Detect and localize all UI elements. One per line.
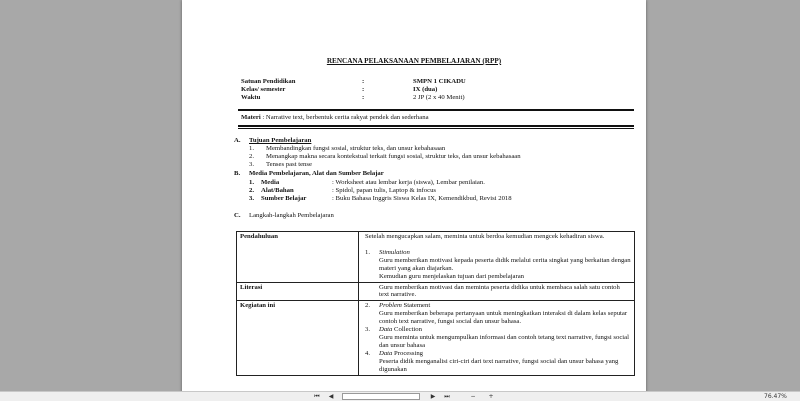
table-row <box>237 301 635 375</box>
table-cell-label: Pendahuluan <box>237 232 359 283</box>
table-cell-label: Kegiatan ini <box>237 301 359 375</box>
step-item: 4. Data Processing Peserta didik menganalisi ciri-ciri dari text narrative, fungsi social dan unsur bahasa yang digunakan <box>365 349 619 373</box>
steps-table <box>236 231 635 376</box>
divider <box>238 125 634 127</box>
last-page-icon[interactable]: ⏭ <box>444 393 450 400</box>
prev-page-icon[interactable]: ◀ <box>328 393 334 400</box>
divider <box>238 128 634 129</box>
materi-label: Materi <box>241 114 261 121</box>
table-cell-content <box>359 301 635 375</box>
info-label: Satuan Pendidikan <box>241 78 296 85</box>
page-number-input[interactable] <box>342 393 420 400</box>
cell-text: Setelah mengucapkan salam, meminta untuk berdoa kemudian mengcek kehadiran siswa. <box>365 233 605 240</box>
table-cell-content <box>359 282 635 301</box>
section-title: Tujuan Pembelajaran <box>249 137 312 144</box>
table-row <box>237 232 635 283</box>
identity-block <box>241 78 621 102</box>
info-separator: : <box>362 94 365 101</box>
divider <box>238 109 634 111</box>
materi-line <box>241 114 429 122</box>
info-value: IX (dua) <box>413 86 438 93</box>
info-label: Waktu <box>241 94 261 101</box>
info-separator: : <box>362 78 365 85</box>
step-item: 1. Stimulation Guru memberikan motivasi kepada peserta didik melalui cerita singkat yang berkaitan dengan materi yang akan diajarkan. Kemudian guru menjelaskan tujuan dari pembelajaran <box>365 248 631 280</box>
cell-text: Guru memberikan motivasi dan meminta peserta didika untuk membaca salah satu contoh text narrative. <box>379 283 620 299</box>
document-page: RENCANA PELAKSANAAN PEMBELAJARAN (RPP) Satuan Pendidikan : SMPN 1 CIKADU Kelas/ semester : IX (dua) Waktu : 2 JP (2 x 40 Menit) Materi : Narrative text, berbentuk cerita rakyat pendek dan sederhana A. Tujuan Pembelajaran 1. Membandingkan fungsi sosial, struktur teks, dan unsur kebahasaan 2. Menangkap makna secara kontekstual terkait fungsi sosial, struktur teks, dan unsur kebahasaan 3. Tenses past tense B. Media Pembelajaran, Alat dan Sumber Belajar 1. Media : Worksheet atau lembar kerja (siswa), Lembar penilaian. 2. Alat/Bahan : Spidol, papan tulis, Laptop & infocus 3. Sumber Belajar : Buku Bahasa Inggris Siswa Kelas IX, Kemendikbud, Revisi 2018 C. Langkah-langkah Pembelajaran Pendahuluan Setelah mengucapkan salam, meminta untuk berdoa kemudian mengcek kehadiran siswa. 1. Stimulation Guru memberikan motivasi kepada peserta didik melalui cerita singkat yang berkaitan dengan materi yang akan diajarkan. Kemudian guru menjelaskan tujuan dari pembelajaran Literasi Guru memberikan motivasi dan meminta peserta didika untuk membaca salah satu contoh text narrative. Kegiatan ini 2. Problem Statement Guru memberikan beberapa pertanyaan untuk meningkatkan interaksi di dalam kelas seputar contoh text narrative, fungsi social dan unsur bahasa. 3. Data Collection Guru meminta untuk mengumpulkan informasi dan contoh tetang text narrative, fungsi social dan unsur bahasa 4. Data Processing Peserta didik menganalisi ciri-ciri dari text narrative, fungsi social dan unsur bahasa yang digunakan <box>182 0 646 400</box>
info-row <box>241 86 621 94</box>
section-letter: C. <box>234 212 241 219</box>
table-row <box>237 282 635 301</box>
info-value: 2 JP (2 x 40 Menit) <box>413 94 465 101</box>
document-title: RENCANA PELAKSANAAN PEMBELAJARAN (RPP) <box>326 57 502 65</box>
step-item: 3. Data Collection Guru meminta untuk mengumpulkan informasi dan contoh tetang text narrative, fungsi social dan unsur bahasa <box>365 326 629 349</box>
section-title: Langkah-langkah Pembelajaran <box>249 212 334 219</box>
info-label: Kelas/ semester <box>241 86 286 93</box>
info-separator: : <box>362 86 365 93</box>
section-title: Media Pembelajaran, Alat dan Sumber Belajar <box>249 170 384 177</box>
info-row <box>241 94 621 102</box>
section-letter: B. <box>234 170 241 177</box>
first-page-icon[interactable]: ⏮ <box>314 393 320 400</box>
section-letter: A. <box>234 137 241 144</box>
zoom-out-icon[interactable]: − <box>470 393 476 400</box>
step-item: 2. Problem Statement Guru memberikan beberapa pertanyaan untuk meningkatkan interaksi di dalam kelas seputar contoh text narrative, fungsi social dan unsur bahasa. <box>365 302 628 326</box>
table-cell-content <box>359 232 635 283</box>
next-page-icon[interactable]: ▶ <box>430 393 436 400</box>
materi-text: : Narrative text, berbentuk cerita rakyat pendek dan sederhana <box>260 114 429 121</box>
info-row <box>241 78 621 86</box>
zoom-in-icon[interactable]: + <box>488 393 494 400</box>
zoom-level[interactable]: 76.47% <box>764 393 787 400</box>
table-cell-label: Literasi <box>237 282 359 301</box>
info-value: SMPN 1 CIKADU <box>413 78 466 85</box>
